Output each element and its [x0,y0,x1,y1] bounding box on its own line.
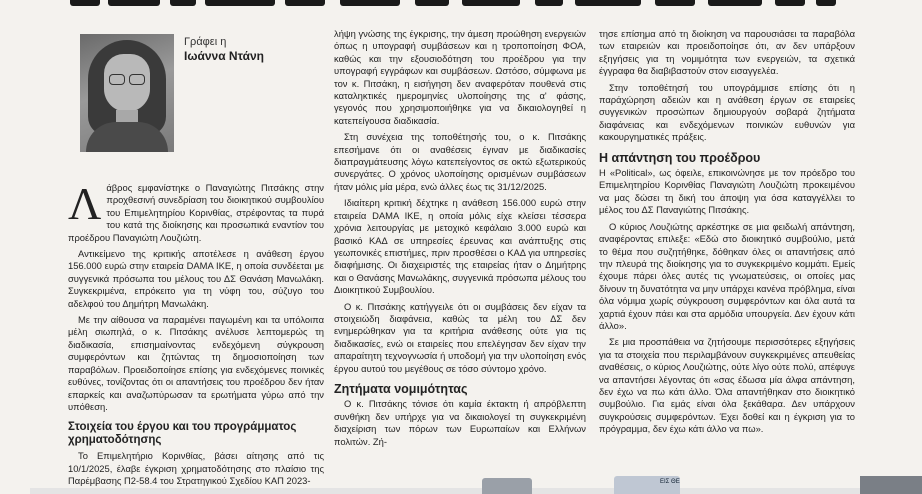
lead-paragraph: Λάβρος εμφανίστηκε ο Παναγιώτης Πιτσάκης στην προχθεσινή συνεδρίαση του διοικητικού συμβουλίου του Επιμελητηρίου Κορινθίας, στρέφοντας τα πυρά του κατά της διοίκησης και προσωπικά εναντίον του προέδρου Παναγιώτη Λουζιώτη. [68,178,324,243]
paragraph: Το Επιμελητήριο Κορινθίας, βάσει αίτησης από τις 10/1/2025, έλαβε έγκριση χρηματοδότησης στο πλαίσιο της Παρέμβασης Π2-58.4 του Στρατηγικού Σχεδίου ΚΑΠ 2023- [68,450,324,487]
thumbnail-image [860,476,922,494]
paragraph: Η «Political», ως όφειλε, επικοινώνησε με τον πρόεδρο του Επιμελητηρίου Κορινθίας Παναγιώτη Λουζιώτη προκειμένου να μας δώσει τη δική του άποψη για όσα καταγγέλλει το μέλος του ΔΣ Παναγιώτης Πιτσάκης. [599,167,855,216]
author-name: Ιωάννα Ντάνη [184,49,264,63]
section-heading: Στοιχεία του έργου και του προγράμματος χρηματοδότησης [68,421,297,447]
paragraph: τησε επίσημα από τη διοίκηση να παρουσιάσει τα παραβόλα των εταιρειών και προειδοποίησε ότι, αν δεν υπάρξουν εξηγήσεις για τη νομιμότητα των ενεργειών, τα σχετικά έγγραφα θα διαβιβαστούν στον εισαγγελέα. [599,28,855,77]
paragraph: λήψη γνώσης της έγκρισης, την άμεση προώθηση ενεργειών όπως η υπογραφή συμβάσεων και η τροποποίηση ΦΟΑ, καθώς και την εξουσιοδότηση του προέδρου για την υπογραφή εγγράφων και συμβάσεων. Ωστόσο, σύμφωνα με τον κ. Πιτσάκη, η εισήγηση δεν αναφερόταν πουθενά στις καταληκτικές ημερομηνίες υλοποίησης της α' φάσης, γεγονός που χρησιμοποιήθηκε για να δικαιολογηθεί η κατεπείγουσα διαδικασία. [334,28,586,126]
paragraph: Στη συνέχεια της τοποθέτησής του, ο κ. Πιτσάκης επεσήμανε ότι οι αναθέσεις έγιναν με διαδικασίες διαπραγμάτευσης λόγω κατεπείγοντος σε οκτώ εξωτερικούς συνεργάτες. Ο χρόνος υλοποίησης ορισμένων συμβάσεων ήταν μόλις μία μέρα, ενώ άλλες έως τις 31/12/2025. [334,131,586,192]
paragraph: Ο κ. Πιτσάκης κατήγγειλε ότι οι συμβάσεις δεν είχαν τα στοιχειώδη διαφάνεια, καθώς τα μέλη του ΔΣ δεν ενημερώθηκαν για τα κριτήρια ανάθεσης ούτε για τις διαδικασίες, ενώ οι εταιρείες που επελέγησαν δεν είχαν την απαραίτητη τεχνογνωσία ή υποδομή για την υλοποίηση ενός έργου αυτού του μεγέθους σε τόσο σύντομο χρόνο. [334,300,586,374]
paragraph: Ιδιαίτερη κριτική δέχτηκε η ανάθεση 156.000 ευρώ στην εταιρεία DAMA IKE, η οποία μόλις είχε κλείσει τέσσερα χρόνια λειτουργίας με μετοχικό κεφάλαιο 3.000 ευρώ και βασικό ΚΑΔ σε υπηρεσίες έρευνας και ανάπτυξης στις γεωπονικές επιστήμες, πριν προσθέσει ο ΚΑΔ για υπηρεσίες διαφήμισης. Οι διαχειριστές της εταιρείας ήταν ο Δημήτρης και ο Θανάσης Μανωλάκης, συγγενικά πρόσωπα μέλους του Διοικητικού Συμβουλίου. [334,197,586,296]
thumbnail-image: ΕΙΣ ΘΕ [614,476,680,494]
paragraph: Σε μια προσπάθεια να ζητήσουμε περισσότερες εξηγήσεις για τα στοιχεία που περιλαμβάνουν συγκεκριμένες απευθείας αναθέσεις, ο κύριος Λουζιώτης, ούτε λίγο ούτε πολύ, απέφυγε να απαντήσει λέγοντας ότι «σας έδωσα μία άλφα απάντηση, δεν έχω να πω κάτι άλλο. Όλα απαντήθηκαν στο διοικητικό συμβούλιο. Για εμάς είναι όλα ξεκάθαρα. Δεν υπάρχουν συγκρούσεις συμφερόντων. Έχει δοθεί και η έγκριση για το πρόγραμμα, δεν έχω κάτι άλλο να πω». [599,336,855,435]
paragraph: Αντικείμενο της κριτικής αποτέλεσε η ανάθεση έργου 156.000 ευρώ στην εταιρεία DAMA IKE, η οποία συνδέεται με συγγενικά πρόσωπα του μέλους του ΔΣ Θανάση Μανωλάκη. Συγκεκριμένα, επρόκειτο για τη νύφη του, σύζυγο του αδελφού του Δημήτρη Μανωλάκη. [68,248,324,309]
paragraph: Με την αίθουσα να παραμένει παγωμένη και τα υπόλοιπα μέλη σιωπηλά, ο κ. Πιτσάκης ανέλυσε λεπτομερώς τη διαδικασία, επισημαίνοντας ενδεχόμενη σύγκρουση συμφερόντων και ζητώντας τη δημοσιοποίηση των παραβόλων. Προειδοποίησε επίσης για ενδεχόμενες ποινικές ευθύνες, τονίζοντας ότι οι απαντήσεις του προέδρου δεν ήταν επαρκείς και αναζωπύρωσαν τα ερωτήματα γύρω από την υπόθεση. [68,314,324,412]
paragraph: Ο κύριος Λουζιώτης αρκέστηκε σε μια φειδωλή απάντηση, αναφέροντας επιλεξε: «Εδώ στο διοικητικό συμβούλιο, μετά το θέμα που συζητήθηκε, δόθηκαν όλες οι απαντήσεις από την πλευρά της διοίκησης για το συγκεκριμένο κομμάτι. Εμείς έχουμε πάρει όλες αυτές τις γνωματεύσεις, οι οποίες μας δίνουν τη δυνατότητα να μην υπάρχει κανένα πρόβλημα, είναι όλα νόμιμα χωρίς σύγκρουση συμφερόντων και όλα αυτά τα χαρτιά έχουν πάει και στα αρμόδια υπουργεία. Δεν έχουν κάτι άλλο». [599,220,855,331]
section-heading: Η απάντηση του προέδρου [599,150,761,165]
byline-label: Γράφει η [184,36,227,48]
thumbnail-image [482,478,532,494]
article-column-2 [334,28,586,452]
paragraph: Στην τοποθέτησή του υπογράμμισε επίσης ότι η παράχώρηση αδειών και η ανάθεση έργων σε εταιρείες συγγενικών προσώπων δημιουργούν σοβαρά ζητήματα διαφάνειας και ενδεχόμενων ποινικών ευθυνών για κακουργηματικές πράξεις. [599,81,855,143]
top-headline-cut [0,0,922,8]
author-photo [80,34,174,152]
paragraph: Ο κ. Πιτσάκης τόνισε ότι καμία έκτακτη ή απρόβλεπτη συνθήκη δεν υπήρχε για να δικαιολογεί τη συγκεκριμένη διαχείριση των πόρων των Ευρωπαίων και Ελλήνων πολιτών. Ζή- [334,398,586,447]
article-column-1 [68,178,324,492]
section-heading: Ζητήματα νομιμότητας [334,381,468,396]
drop-cap: Λ [68,178,102,229]
article-column-3 [599,28,855,440]
bottom-strip [30,488,922,494]
